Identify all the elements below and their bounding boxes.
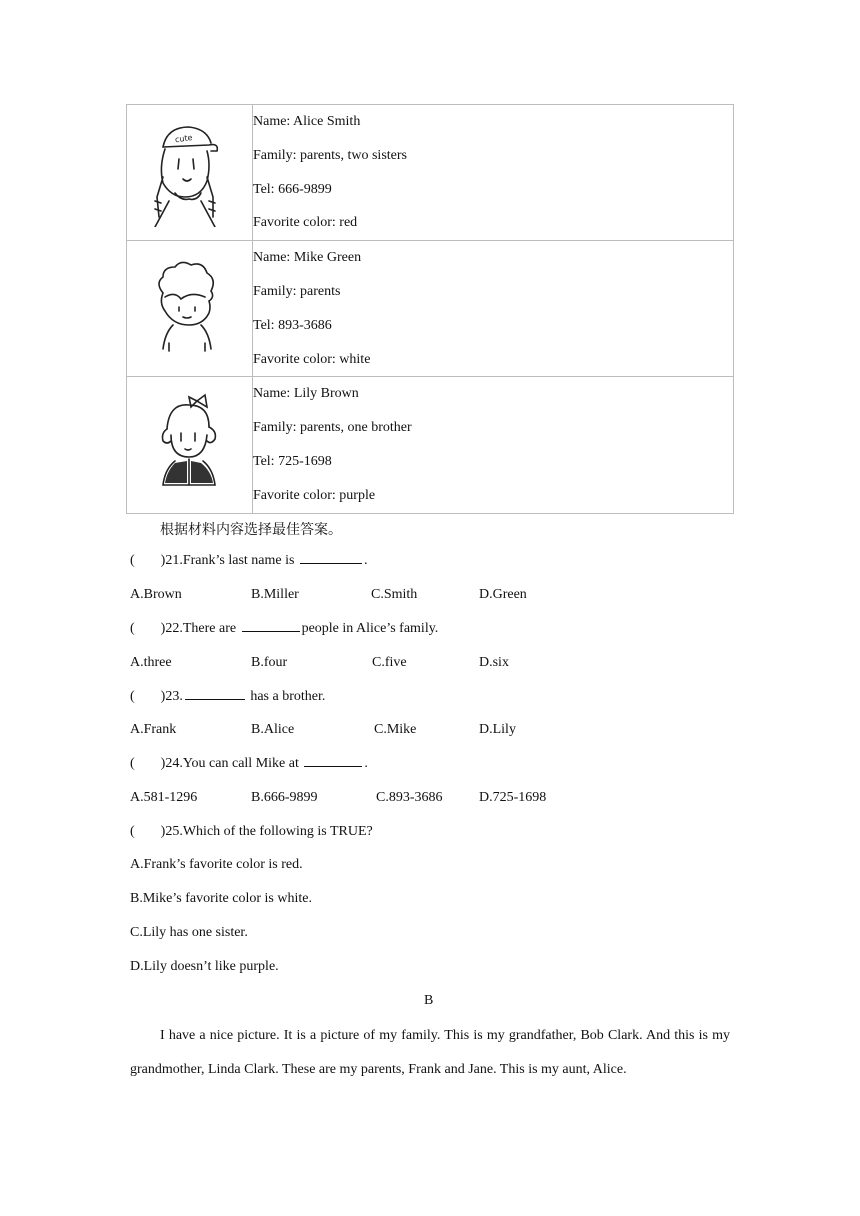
card-row — [127, 241, 734, 377]
question-25 — [130, 824, 373, 840]
question-text-end: . — [364, 756, 368, 771]
question-text-end: . — [363, 553, 368, 568]
option-b: B.four — [251, 655, 288, 670]
question-text: 21.Frank’s last name is — [165, 553, 298, 568]
answer-paren-open: ( — [130, 689, 135, 704]
option-b: B.Miller — [251, 587, 299, 602]
instruction-text: 根据材料内容选择最佳答案。 — [160, 523, 342, 538]
card-name: Name: Alice Smith — [253, 114, 361, 129]
card-picture-cell — [127, 377, 253, 513]
option-c: C.Mike — [374, 722, 417, 737]
question-21 — [130, 553, 367, 569]
card-row — [127, 377, 734, 513]
option-a: A.Frank’s favorite color is red. — [130, 857, 303, 872]
option-a: A.three — [130, 655, 172, 670]
question-24 — [130, 756, 368, 772]
option-d: D.Lily doesn’t like purple. — [130, 959, 279, 974]
answer-paren-open: ( — [130, 824, 135, 839]
girl-cap-braids-icon — [145, 117, 225, 227]
option-c: C.five — [372, 655, 407, 670]
card-picture-cell — [127, 241, 253, 377]
option-a: A.581-1296 — [130, 790, 198, 805]
card-tel: Tel: 725-1698 — [253, 453, 332, 469]
card-tel: Tel: 666-9899 — [253, 181, 332, 197]
reading-passage: I have a nice picture. It is a picture of my family. This is my grandfather, Bob Clark. And this is my grandmother, Linda Clark. These are my parents, Frank and Jane. This is my aunt, Alice. — [130, 1028, 730, 1077]
question-text: 22.There are — [165, 621, 240, 636]
cap-text: cute — [174, 133, 194, 145]
answer-paren-close: ) — [160, 553, 166, 568]
answer-paren-open: ( — [130, 553, 135, 568]
card-family: Family: parents, two sisters — [253, 147, 407, 163]
answer-paren-close: ) — [160, 756, 166, 771]
answer-paren-close: ) — [160, 621, 166, 636]
answer-blank — [300, 562, 362, 564]
option-d: D.six — [479, 655, 509, 670]
section-heading: B — [424, 993, 434, 1008]
answer-blank — [185, 698, 245, 700]
answer-paren-open: ( — [130, 756, 135, 771]
question-text-end: has a brother. — [246, 689, 326, 704]
info-cards-table — [126, 104, 734, 514]
question-text-end: people in Alice’s family. — [301, 621, 439, 636]
girl-bow-icon — [145, 389, 225, 499]
card-family: Family: parents — [253, 283, 341, 299]
card-info-cell — [253, 105, 734, 241]
answer-blank — [304, 765, 362, 767]
card-info-cell — [253, 241, 734, 377]
option-a: A.Brown — [130, 587, 182, 602]
option-a: A.Frank — [130, 722, 177, 737]
card-row — [127, 105, 734, 241]
card-family: Family: parents, one brother — [253, 420, 412, 436]
option-d: D.725-1698 — [479, 790, 547, 805]
boy-curly-hair-icon — [145, 253, 225, 363]
card-info-cell — [253, 377, 734, 513]
option-d: D.Green — [479, 587, 527, 602]
answer-blank — [242, 630, 300, 632]
card-picture-cell — [127, 105, 253, 241]
card-name: Name: Mike Green — [253, 250, 362, 266]
answer-paren-close: ) — [160, 824, 166, 839]
question-text: 25.Which of the following is TRUE? — [165, 824, 373, 839]
card-tel: Tel: 893-3686 — [253, 317, 332, 333]
answer-paren-open: ( — [130, 621, 135, 636]
card-favorite-color: Favorite color: purple — [253, 487, 376, 503]
answer-paren-close: ) — [160, 689, 166, 704]
question-22 — [130, 621, 438, 637]
card-favorite-color: Favorite color: red — [253, 215, 358, 231]
question-23 — [130, 689, 325, 705]
question-text: 23. — [165, 689, 183, 704]
option-b: B.666-9899 — [251, 790, 318, 805]
question-text: 24.You can call Mike at — [165, 756, 303, 771]
option-c: C.Smith — [371, 587, 418, 602]
card-favorite-color: Favorite color: white — [253, 351, 371, 367]
option-b: B.Alice — [251, 722, 295, 737]
option-c: C.893-3686 — [376, 790, 443, 805]
option-c: C.Lily has one sister. — [130, 925, 248, 940]
option-d: D.Lily — [479, 722, 516, 737]
option-b: B.Mike’s favorite color is white. — [130, 891, 312, 906]
card-name: Name: Lily Brown — [253, 386, 359, 402]
